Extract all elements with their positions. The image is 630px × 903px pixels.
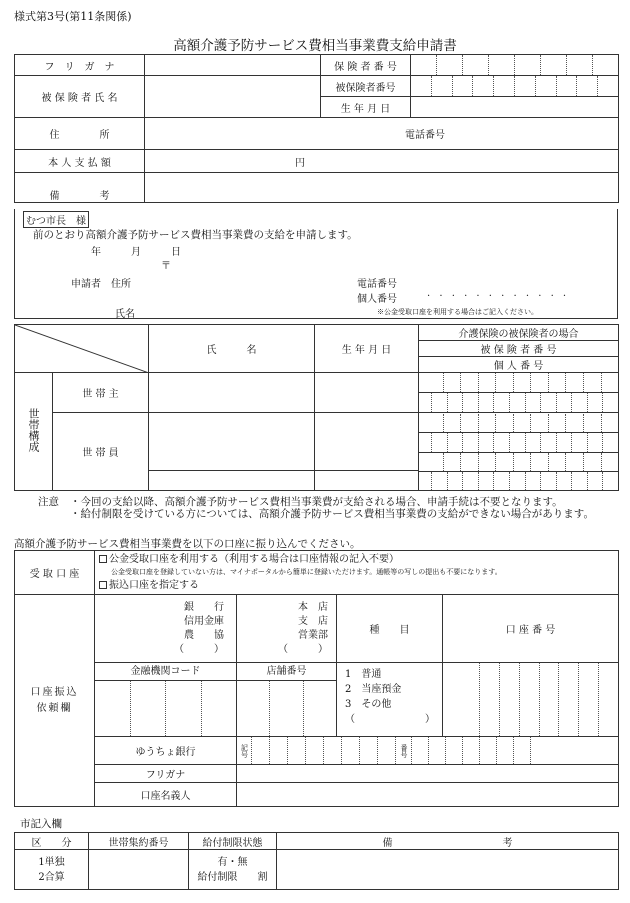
insured-no-field[interactable] bbox=[411, 76, 619, 97]
limit-cell[interactable] bbox=[189, 850, 277, 890]
city-remarks-cell[interactable] bbox=[277, 850, 619, 890]
branch-type-office: 営業部 bbox=[298, 629, 328, 641]
kind-current[interactable]: 2 当座預金 bbox=[345, 684, 402, 695]
yucho-number-field[interactable] bbox=[237, 737, 619, 765]
limit-yes-no: 有・無 bbox=[217, 856, 248, 868]
inst-type-shinkin: 信用金庫 bbox=[184, 615, 224, 627]
contract-header: 世帯集約番号 bbox=[89, 833, 189, 850]
note-2: ・給付制限を受けている方については、高額介護予防サービス費相当事業費の支給ができない場合があります。 bbox=[70, 508, 594, 520]
personal-no-field[interactable]: . . . . . . . . . . . . bbox=[427, 288, 570, 299]
city-table bbox=[14, 832, 619, 890]
kubun-cell[interactable] bbox=[15, 850, 89, 890]
insurer-no-label: 保 険 者 番 号 bbox=[321, 55, 411, 76]
statement-text: 前のとおり高額介護予防サービス費相当事業費の支給を申請します。 bbox=[33, 229, 358, 241]
transfer-request-text: 口座振込依頼欄 bbox=[30, 686, 79, 714]
birth-label: 生 年 月 日 bbox=[321, 97, 411, 118]
branch-no-cell[interactable] bbox=[237, 663, 337, 737]
address-label: 住 所 bbox=[15, 118, 145, 150]
kind-other-detail[interactable]: （ ） bbox=[345, 714, 435, 725]
holder-field[interactable] bbox=[237, 783, 619, 807]
contract-cell[interactable] bbox=[89, 850, 189, 890]
applicant-address-label: 申請者 住所 bbox=[71, 279, 131, 290]
remarks-field[interactable] bbox=[145, 173, 619, 203]
limit-header: 給付制限状態 bbox=[189, 833, 277, 850]
holder-furigana-field[interactable] bbox=[237, 765, 619, 783]
kind-other[interactable]: 3 その他 bbox=[345, 699, 392, 710]
kind-ordinary[interactable]: 1 普通 bbox=[345, 669, 382, 680]
inst-type-bank: 銀 行 bbox=[184, 601, 224, 613]
checkbox-public[interactable] bbox=[99, 555, 107, 563]
option-public-note: 公金受取口座を登録していない方は、マイナポータルから簡単に登録いただけます。通帳等の写しの提出も不要になります。 bbox=[111, 568, 502, 576]
household-table bbox=[14, 324, 619, 491]
application-date[interactable]: 年 月 日 bbox=[91, 247, 181, 258]
yucho-label: ゆうちょ銀行 bbox=[95, 737, 237, 765]
head-label: 世 帯 主 bbox=[53, 373, 149, 413]
kind-header: 種 目 bbox=[337, 595, 443, 663]
addressee: むつ市長 様 bbox=[23, 211, 89, 228]
city-remarks-header: 備 考 bbox=[277, 833, 619, 850]
kubun-header: 区 分 bbox=[15, 833, 89, 850]
bank-table bbox=[14, 550, 619, 807]
form-title: 高額介護予防サービス費相当事業費支給申請書 bbox=[173, 38, 457, 54]
birth-header: 生 年 月 日 bbox=[315, 325, 419, 373]
remarks-label: 備 考 bbox=[15, 173, 145, 203]
furigana-label: フ リ ガ ナ bbox=[15, 55, 145, 76]
diagonal-line bbox=[15, 325, 149, 373]
receive-account-options bbox=[95, 551, 619, 595]
care-header: 介護保険の被保険者の場合 bbox=[419, 325, 619, 341]
holder-furigana-label: フリガナ bbox=[95, 765, 237, 783]
inst-type-nokyo: 農 協 bbox=[184, 629, 224, 641]
postal-mark: 〒 bbox=[161, 261, 171, 272]
branch-type-other: （ ） bbox=[278, 643, 328, 655]
self-pay-label: 本 人 支 払 額 bbox=[15, 150, 145, 173]
holder-label: 口座名義人 bbox=[95, 783, 237, 807]
notes-label: 注意 bbox=[38, 496, 59, 508]
option-public-text: 公金受取口座を利用する（利用する場合は口座情報の記入不要） bbox=[109, 554, 399, 565]
limit-rate: 給付制限 割 bbox=[197, 871, 268, 883]
member-label: 世 帯 員 bbox=[53, 413, 149, 491]
personal-no-note: ※公金受取口座を利用する場合はご記入ください。 bbox=[377, 308, 538, 316]
inst-code-label: 金融機関コード bbox=[95, 663, 236, 681]
insured-name-field[interactable] bbox=[145, 76, 321, 118]
yen-unit: 円 bbox=[295, 157, 305, 169]
insured-no-header: 被 保 険 者 番 号 bbox=[419, 341, 619, 357]
personal-no-header: 個 人 番 号 bbox=[419, 357, 619, 373]
head-birth-field[interactable] bbox=[315, 373, 419, 413]
member-birth-field[interactable] bbox=[315, 413, 419, 491]
birth-field[interactable] bbox=[411, 97, 619, 118]
head-number-grid[interactable] bbox=[419, 373, 619, 413]
branch-name-field[interactable] bbox=[237, 595, 337, 663]
member-name-field[interactable] bbox=[149, 413, 315, 491]
kubun-combined: 2合算 bbox=[38, 871, 65, 883]
insurer-no-field[interactable] bbox=[411, 55, 619, 76]
transfer-instruction: 高額介護予防サービス費相当事業費を以下の口座に振り込んでください。 bbox=[14, 538, 361, 550]
kind-options[interactable] bbox=[337, 663, 443, 737]
inst-type-other: （ ） bbox=[174, 643, 224, 655]
yucho-ban-label: 番号 bbox=[395, 737, 411, 764]
inst-code-cell[interactable] bbox=[95, 663, 237, 737]
head-name-field[interactable] bbox=[149, 373, 315, 413]
yucho-ki-label: 記号 bbox=[240, 743, 249, 758]
option-public-account[interactable] bbox=[99, 553, 614, 566]
applicant-phone-label: 電話番号 bbox=[357, 279, 397, 290]
institution-name-field[interactable] bbox=[95, 595, 237, 663]
member-number-grid[interactable] bbox=[419, 413, 619, 491]
application-statement bbox=[14, 209, 618, 319]
transfer-request-label bbox=[15, 595, 95, 807]
furigana-field[interactable] bbox=[145, 55, 321, 76]
option-specified-text: 振込口座を指定する bbox=[109, 580, 199, 591]
insured-info-table bbox=[14, 54, 619, 203]
city-section-label: 市記入欄 bbox=[20, 818, 62, 830]
branch-no-label: 店舗番号 bbox=[237, 663, 336, 681]
account-no-header: 口 座 番 号 bbox=[443, 595, 619, 663]
applicant-name-label: 氏名 bbox=[115, 309, 135, 320]
address-field[interactable] bbox=[145, 118, 619, 150]
option-specified-account[interactable] bbox=[99, 579, 614, 592]
personal-no-label: 個人番号 bbox=[357, 294, 397, 305]
phone-label: 電話番号 bbox=[405, 130, 445, 141]
self-pay-field[interactable] bbox=[145, 150, 619, 173]
branch-type-main: 本 店 bbox=[298, 601, 328, 613]
receive-account-label: 受 取 口 座 bbox=[15, 551, 95, 595]
composition-label bbox=[15, 373, 53, 491]
composition-text: 世帯構成 bbox=[27, 407, 40, 452]
account-no-grid[interactable] bbox=[443, 663, 619, 737]
name-header: 氏 名 bbox=[149, 325, 315, 373]
checkbox-specified[interactable] bbox=[99, 581, 107, 589]
insured-no-label: 被保険者番号 bbox=[321, 76, 411, 97]
kubun-single: 1単独 bbox=[38, 856, 65, 868]
form-number: 様式第3号(第11条関係) bbox=[14, 10, 132, 23]
insured-name-label: 被 保 険 者 氏 名 bbox=[15, 76, 145, 118]
header-diagonal-cell bbox=[15, 325, 149, 373]
branch-type-branch: 支 店 bbox=[298, 615, 328, 627]
note-1: ・今回の支給以降、高額介護予防サービス費相当事業費が支給される場合、申請手続は不要となります。 bbox=[70, 496, 563, 508]
